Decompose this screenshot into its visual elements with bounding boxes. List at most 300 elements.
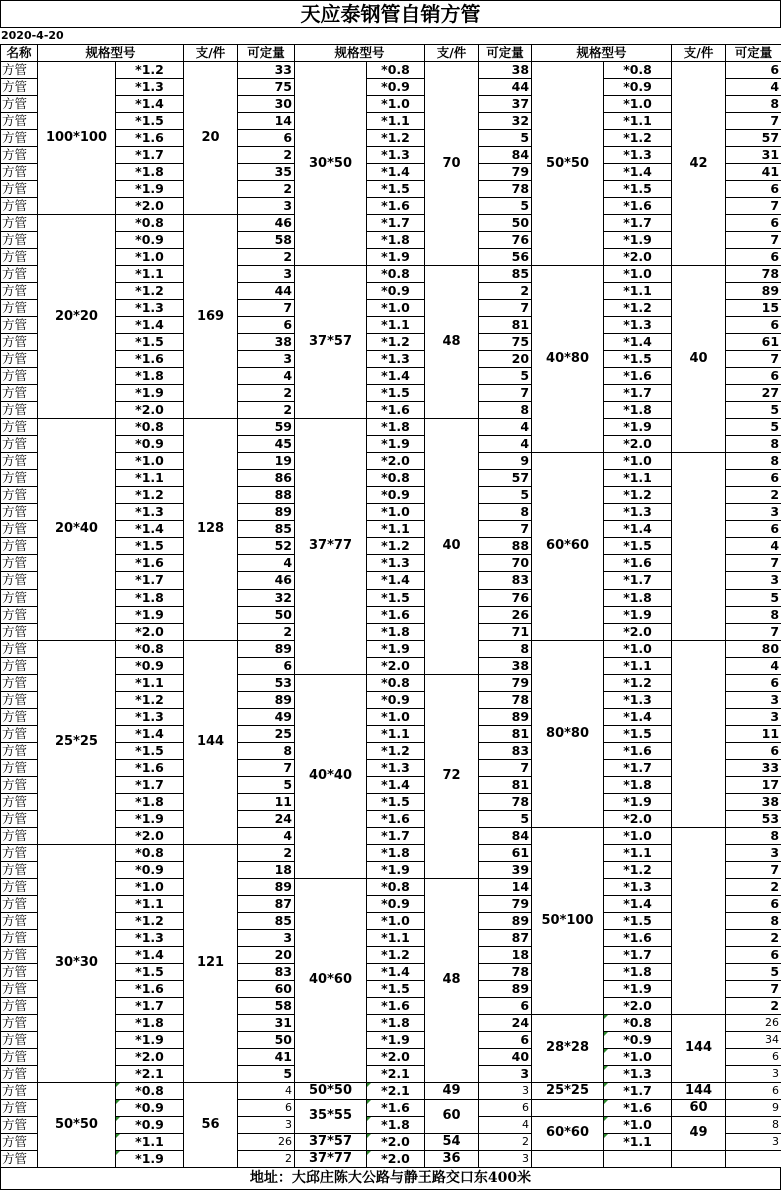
header-name: 名称: [1, 45, 38, 62]
spec-thickness: *1.2: [367, 334, 425, 351]
available-quantity: 6: [238, 130, 295, 147]
available-quantity: 8: [479, 504, 532, 521]
spec-thickness: *1.9: [604, 606, 672, 623]
spec-thickness: *1.6: [116, 130, 184, 147]
spec-thickness: *1.1: [116, 1134, 184, 1151]
row-name: 方管: [1, 62, 38, 79]
row-name: 方管: [1, 878, 38, 895]
available-quantity: 84: [479, 147, 532, 164]
spec-thickness: *0.9: [367, 79, 425, 96]
spec-thickness: *0.8: [367, 674, 425, 691]
available-quantity: 58: [238, 997, 295, 1014]
spec-thickness: *0.8: [604, 62, 672, 79]
spec-size: 50*50: [38, 1082, 116, 1167]
spec-thickness: *1.8: [367, 419, 425, 436]
available-quantity: 40: [479, 1048, 532, 1065]
pieces-per-bundle: 144: [672, 1082, 726, 1099]
row-name: 方管: [1, 1151, 38, 1168]
available-quantity: 5: [479, 487, 532, 504]
spec-thickness: *1.1: [367, 113, 425, 130]
table-row: [1, 504, 781, 521]
spec-thickness: *0.9: [116, 1099, 184, 1116]
available-quantity: 5: [726, 963, 781, 980]
spec-thickness: *1.0: [367, 708, 425, 725]
spec-thickness: *1.8: [604, 776, 672, 793]
table-row: [1, 912, 781, 929]
row-name: 方管: [1, 1099, 38, 1116]
available-quantity: 50: [238, 606, 295, 623]
table-row: [1, 708, 781, 725]
spec-thickness: *1.3: [367, 555, 425, 572]
available-quantity: 57: [479, 470, 532, 487]
available-quantity: 3: [726, 1065, 781, 1082]
available-quantity: 24: [479, 1014, 532, 1031]
spec-thickness: *1.3: [367, 351, 425, 368]
row-name: 方管: [1, 708, 38, 725]
available-quantity: 25: [238, 725, 295, 742]
available-quantity: 7: [726, 623, 781, 640]
available-quantity: 37: [479, 96, 532, 113]
spec-thickness: *0.8: [604, 1014, 672, 1031]
header-spec-3: 规格型号: [532, 45, 672, 62]
spec-thickness: *1.4: [604, 164, 672, 181]
available-quantity: 8: [726, 436, 781, 453]
available-quantity: 4: [238, 827, 295, 844]
spec-thickness: *1.4: [367, 368, 425, 385]
row-name: 方管: [1, 147, 38, 164]
row-name: 方管: [1, 1014, 38, 1031]
spec-thickness: *0.8: [367, 878, 425, 895]
pieces-per-bundle: 121: [184, 844, 238, 1082]
pieces-per-bundle: [672, 827, 726, 1014]
spec-thickness: *1.8: [604, 963, 672, 980]
spec-size: 30*50: [295, 62, 367, 266]
pieces-per-bundle: [672, 453, 726, 640]
spec-size: 20*20: [38, 215, 116, 419]
spec-thickness: *1.4: [604, 895, 672, 912]
row-name: 方管: [1, 929, 38, 946]
row-name: 方管: [1, 487, 38, 504]
available-quantity: 7: [479, 521, 532, 538]
available-quantity: 3: [726, 708, 781, 725]
row-name: 方管: [1, 572, 38, 589]
available-quantity: 45: [238, 436, 295, 453]
table-row: [1, 402, 781, 419]
row-name: 方管: [1, 1082, 38, 1099]
available-quantity: 3: [726, 691, 781, 708]
header-pieces-2: 支/件: [425, 45, 479, 62]
available-quantity: 26: [726, 1014, 781, 1031]
table-row: [1, 385, 781, 402]
available-quantity: 4: [238, 1082, 295, 1099]
available-quantity: 78: [479, 181, 532, 198]
table-row: [1, 725, 781, 742]
available-quantity: 85: [479, 266, 532, 283]
available-quantity: 4: [238, 368, 295, 385]
spec-thickness: *0.9: [367, 283, 425, 300]
spec-thickness: *1.8: [116, 164, 184, 181]
table-row: [1, 1116, 781, 1133]
spec-thickness: *0.9: [367, 691, 425, 708]
spec-thickness: *2.1: [367, 1065, 425, 1082]
spec-thickness: *1.3: [116, 708, 184, 725]
available-quantity: 41: [238, 1048, 295, 1065]
row-name: 方管: [1, 249, 38, 266]
available-quantity: 4: [726, 538, 781, 555]
available-quantity: 31: [726, 147, 781, 164]
spec-thickness: *1.9: [116, 181, 184, 198]
spec-thickness: *1.2: [604, 861, 672, 878]
row-name: 方管: [1, 351, 38, 368]
available-quantity: 7: [726, 351, 781, 368]
spec-thickness: *0.9: [116, 1116, 184, 1133]
row-name: 方管: [1, 640, 38, 657]
spec-thickness: *2.0: [367, 1134, 425, 1151]
spec-thickness: *1.4: [116, 521, 184, 538]
table-row: [1, 436, 781, 453]
spec-thickness: *2.0: [604, 997, 672, 1014]
available-quantity: 3: [238, 1116, 295, 1133]
spec-thickness: *0.8: [116, 215, 184, 232]
available-quantity: 7: [726, 555, 781, 572]
row-name: 方管: [1, 113, 38, 130]
available-quantity: 6: [726, 470, 781, 487]
available-quantity: 38: [479, 657, 532, 674]
spec-thickness: *1.4: [367, 776, 425, 793]
row-name: 方管: [1, 844, 38, 861]
table-row: [1, 844, 781, 861]
spec-thickness: *1.3: [116, 929, 184, 946]
row-name: 方管: [1, 385, 38, 402]
available-quantity: 33: [238, 62, 295, 79]
row-name: 方管: [1, 470, 38, 487]
spec-thickness: *1.8: [116, 368, 184, 385]
available-quantity: 5: [479, 198, 532, 215]
spec-thickness: *1.5: [604, 351, 672, 368]
row-name: 方管: [1, 980, 38, 997]
row-name: 方管: [1, 997, 38, 1014]
pieces-per-bundle: 40: [425, 419, 479, 674]
available-quantity: 2: [726, 929, 781, 946]
row-name: 方管: [1, 606, 38, 623]
available-quantity: 6: [479, 997, 532, 1014]
available-quantity: 83: [479, 572, 532, 589]
spec-thickness: *0.9: [116, 436, 184, 453]
available-quantity: 85: [238, 521, 295, 538]
available-quantity: 26: [479, 606, 532, 623]
row-name: 方管: [1, 130, 38, 147]
inventory-table: [0, 44, 781, 1168]
spec-thickness: *0.8: [367, 470, 425, 487]
spec-thickness: *1.8: [116, 1014, 184, 1031]
spec-thickness: *1.0: [116, 453, 184, 470]
sheet-date: 2020-4-20: [1, 29, 64, 42]
available-quantity: 38: [238, 334, 295, 351]
row-name: 方管: [1, 776, 38, 793]
table-row: [1, 300, 781, 317]
spec-thickness: *1.5: [604, 538, 672, 555]
available-quantity: 81: [479, 776, 532, 793]
address-footer: 地址：大邱庄陈大公路与静王路交口东400米: [0, 1167, 781, 1190]
header-spec-2: 规格型号: [295, 45, 425, 62]
available-quantity: 8: [726, 1116, 781, 1133]
available-quantity: 24: [238, 810, 295, 827]
table-row: [1, 470, 781, 487]
available-quantity: 5: [726, 402, 781, 419]
row-name: 方管: [1, 1048, 38, 1065]
spec-size: 25*25: [532, 1082, 604, 1099]
spec-thickness: *1.6: [116, 555, 184, 572]
spec-thickness: *1.8: [604, 402, 672, 419]
spec-thickness: *1.8: [604, 589, 672, 606]
available-quantity: 35: [238, 164, 295, 181]
spec-size: 60*60: [532, 453, 604, 640]
spec-thickness: *1.9: [604, 980, 672, 997]
table-row: [1, 606, 781, 623]
spec-thickness: *1.2: [116, 691, 184, 708]
spec-thickness: *1.3: [116, 300, 184, 317]
available-quantity: 3: [726, 572, 781, 589]
spec-thickness: *1.6: [604, 929, 672, 946]
spec-thickness: *0.8: [367, 62, 425, 79]
spec-size: 40*80: [532, 266, 604, 453]
table-row: [1, 487, 781, 504]
row-name: 方管: [1, 759, 38, 776]
available-quantity: 27: [726, 385, 781, 402]
spec-thickness: *1.9: [367, 861, 425, 878]
table-row: [1, 691, 781, 708]
available-quantity: 53: [726, 810, 781, 827]
row-name: 方管: [1, 538, 38, 555]
spec-thickness: *1.6: [116, 759, 184, 776]
available-quantity: 2: [238, 402, 295, 419]
spec-thickness: *0.9: [116, 861, 184, 878]
row-name: 方管: [1, 453, 38, 470]
spec-thickness: *1.3: [367, 147, 425, 164]
available-quantity: 8: [726, 606, 781, 623]
available-quantity: 50: [479, 215, 532, 232]
spec-thickness: *1.1: [604, 1134, 672, 1151]
spec-thickness: *1.7: [604, 385, 672, 402]
table-row: [1, 929, 781, 946]
available-quantity: 87: [238, 895, 295, 912]
table-row: [1, 232, 781, 249]
spec-thickness: *1.4: [116, 725, 184, 742]
spec-thickness: *1.0: [116, 249, 184, 266]
available-quantity: 83: [238, 963, 295, 980]
row-name: 方管: [1, 215, 38, 232]
spec-thickness: *2.0: [116, 402, 184, 419]
table-row: [1, 674, 781, 691]
spec-thickness: *0.8: [367, 266, 425, 283]
available-quantity: 8: [479, 640, 532, 657]
row-name: 方管: [1, 96, 38, 113]
available-quantity: 3: [238, 266, 295, 283]
spec-thickness: *2.0: [604, 436, 672, 453]
table-row: [1, 249, 781, 266]
available-quantity: 89: [238, 691, 295, 708]
pieces-per-bundle: 56: [184, 1082, 238, 1167]
row-name: 方管: [1, 793, 38, 810]
spec-thickness: *0.8: [116, 419, 184, 436]
row-name: 方管: [1, 589, 38, 606]
spec-thickness: *1.5: [604, 725, 672, 742]
pieces-per-bundle: 42: [672, 62, 726, 266]
row-name: 方管: [1, 504, 38, 521]
available-quantity: 2: [238, 147, 295, 164]
spec-thickness: *0.8: [116, 1082, 184, 1099]
header-qty-3: 可定量: [726, 45, 781, 62]
available-quantity: 76: [479, 232, 532, 249]
available-quantity: 20: [238, 946, 295, 963]
row-name: 方管: [1, 674, 38, 691]
spec-thickness: *2.0: [116, 827, 184, 844]
available-quantity: 3: [726, 844, 781, 861]
spec-size: [532, 1099, 604, 1116]
available-quantity: 39: [479, 861, 532, 878]
available-quantity: 88: [238, 487, 295, 504]
table-row: [1, 640, 781, 657]
table-row: [1, 963, 781, 980]
spec-thickness: *1.0: [367, 300, 425, 317]
available-quantity: 7: [726, 980, 781, 997]
spec-thickness: *1.6: [604, 198, 672, 215]
available-quantity: 79: [479, 164, 532, 181]
pieces-per-bundle: 144: [184, 640, 238, 844]
spec-thickness: *1.9: [604, 793, 672, 810]
spec-thickness: *1.1: [367, 929, 425, 946]
available-quantity: 89: [479, 912, 532, 929]
row-name: 方管: [1, 1134, 38, 1151]
available-quantity: 6: [726, 674, 781, 691]
available-quantity: 8: [479, 402, 532, 419]
spec-size: 25*25: [38, 640, 116, 844]
table-row: [1, 266, 781, 283]
available-quantity: 4: [479, 1116, 532, 1133]
spec-thickness: *1.4: [604, 708, 672, 725]
spec-thickness: *1.0: [116, 878, 184, 895]
row-name: 方管: [1, 946, 38, 963]
spec-thickness: *1.9: [116, 606, 184, 623]
available-quantity: 19: [238, 453, 295, 470]
available-quantity: 84: [479, 827, 532, 844]
spec-size: 37*57: [295, 266, 367, 419]
available-quantity: 58: [238, 232, 295, 249]
spec-thickness: *1.5: [604, 181, 672, 198]
available-quantity: 7: [726, 113, 781, 130]
spec-thickness: *2.0: [604, 249, 672, 266]
table-body: [1, 62, 781, 1168]
available-quantity: 89: [238, 878, 295, 895]
available-quantity: 78: [726, 266, 781, 283]
available-quantity: 3: [479, 1082, 532, 1099]
spec-size: 50*100: [532, 827, 604, 1014]
spec-thickness: *1.5: [116, 538, 184, 555]
table-row: [1, 793, 781, 810]
pieces-per-bundle: 48: [425, 878, 479, 1082]
available-quantity: 70: [479, 555, 532, 572]
table-row: [1, 827, 781, 844]
spec-thickness: *1.4: [116, 946, 184, 963]
spec-thickness: *1.8: [116, 589, 184, 606]
table-row: [1, 946, 781, 963]
spec-thickness: *1.7: [116, 147, 184, 164]
table-row: [1, 181, 781, 198]
row-name: 方管: [1, 895, 38, 912]
table-row: [1, 555, 781, 572]
spec-thickness: *1.6: [604, 555, 672, 572]
table-row: [1, 79, 781, 96]
available-quantity: 7: [726, 861, 781, 878]
available-quantity: 6: [726, 946, 781, 963]
available-quantity: 57: [726, 130, 781, 147]
available-quantity: 4: [726, 657, 781, 674]
spec-thickness: *2.0: [367, 453, 425, 470]
available-quantity: 3: [238, 351, 295, 368]
spec-thickness: *0.9: [367, 895, 425, 912]
spec-thickness: *0.9: [604, 1031, 672, 1048]
spec-thickness: *2.1: [116, 1065, 184, 1082]
available-quantity: 18: [479, 946, 532, 963]
table-row: [1, 1048, 781, 1065]
row-name: 方管: [1, 402, 38, 419]
spec-thickness: *1.3: [604, 317, 672, 334]
spec-thickness: *0.9: [604, 79, 672, 96]
table-row: [1, 334, 781, 351]
spec-thickness: *1.8: [367, 844, 425, 861]
header-pieces-3: 支/件: [672, 45, 726, 62]
spec-thickness: *1.0: [367, 96, 425, 113]
available-quantity: 83: [479, 742, 532, 759]
row-name: 方管: [1, 912, 38, 929]
pieces-per-bundle: 49: [672, 1116, 726, 1150]
available-quantity: 56: [479, 249, 532, 266]
spec-thickness: *2.0: [116, 198, 184, 215]
spec-size: 20*40: [38, 419, 116, 640]
available-quantity: 6: [726, 249, 781, 266]
available-quantity: 6: [479, 1031, 532, 1048]
row-name: 方管: [1, 521, 38, 538]
spec-thickness: *1.5: [116, 742, 184, 759]
pieces-per-bundle: 72: [425, 674, 479, 878]
table-row: [1, 895, 781, 912]
table-row: [1, 147, 781, 164]
spec-thickness: *0.8: [116, 640, 184, 657]
available-quantity: 4: [726, 79, 781, 96]
available-quantity: 89: [238, 640, 295, 657]
available-quantity: 14: [479, 878, 532, 895]
available-quantity: 6: [238, 1099, 295, 1116]
spec-size: 40*60: [295, 878, 367, 1082]
row-name: 方管: [1, 368, 38, 385]
spec-thickness: *1.2: [604, 130, 672, 147]
available-quantity: 2: [238, 844, 295, 861]
spec-thickness: *1.6: [367, 606, 425, 623]
available-quantity: 2: [238, 181, 295, 198]
spec-thickness: *1.8: [367, 1014, 425, 1031]
available-quantity: 89: [479, 708, 532, 725]
available-quantity: 6: [479, 1099, 532, 1116]
table-row: [1, 453, 781, 470]
spec-thickness: *1.2: [116, 62, 184, 79]
spec-thickness: *1.7: [604, 759, 672, 776]
available-quantity: 53: [238, 674, 295, 691]
spec-thickness: *1.7: [367, 827, 425, 844]
row-name: 方管: [1, 810, 38, 827]
spec-thickness: *1.3: [604, 1065, 672, 1082]
table-row: [1, 623, 781, 640]
available-quantity: 2: [238, 623, 295, 640]
